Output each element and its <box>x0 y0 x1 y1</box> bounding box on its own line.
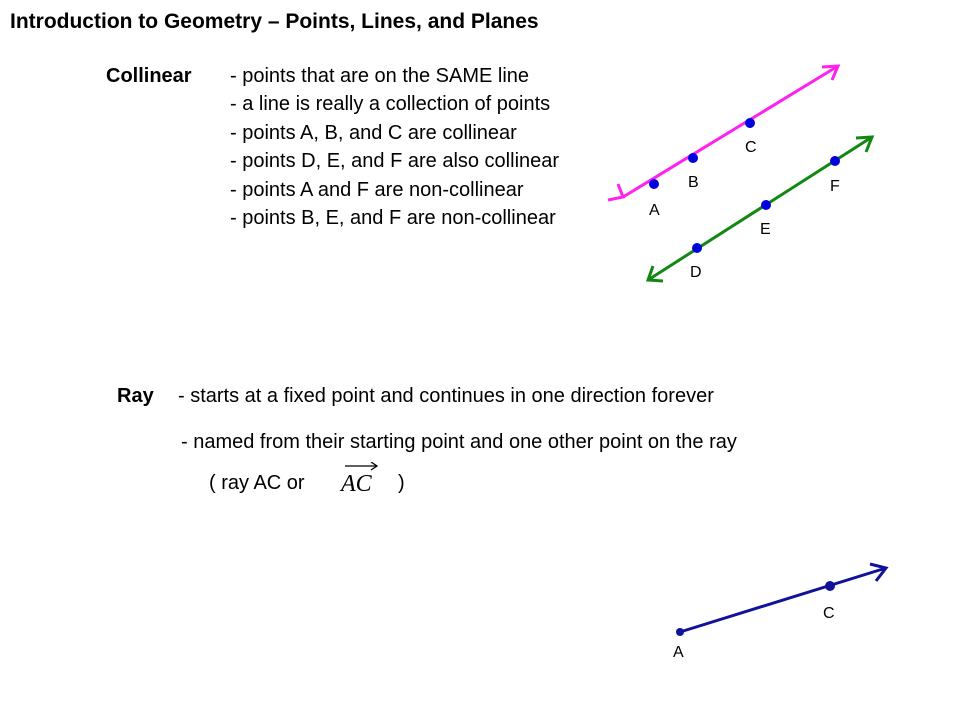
collinear-term: Collinear <box>106 65 192 87</box>
point-f <box>830 156 840 166</box>
ray-definition-2: - named from their starting point and one other point on the ray <box>181 431 737 453</box>
point-a <box>649 179 659 189</box>
ray-notation-label: AC <box>341 471 372 497</box>
label-a: A <box>649 202 660 219</box>
point-e <box>761 200 771 210</box>
ray-example-open: ( ray AC or <box>209 472 305 494</box>
label-e: E <box>760 221 771 238</box>
ray-label-a: A <box>673 644 684 661</box>
ray-example-close: ) <box>398 472 405 494</box>
ray-point-c <box>825 581 835 591</box>
ray-ac <box>680 564 886 632</box>
page-title: Introduction to Geometry – Points, Lines, and Planes <box>10 10 539 33</box>
label-b: B <box>688 174 699 191</box>
ray-definition-1: - starts at a fixed point and continues in one direction forever <box>178 385 714 407</box>
collinear-line-3: - points A, B, and C are collinear <box>230 122 517 144</box>
line-abc-arrowhead-start <box>608 184 623 200</box>
point-b <box>688 153 698 163</box>
point-c <box>745 118 755 128</box>
collinear-line-5: - points A and F are non-collinear <box>230 179 524 201</box>
label-d: D <box>690 264 702 281</box>
ray-term: Ray <box>117 385 154 407</box>
collinear-line-4: - points D, E, and F are also collinear <box>230 150 560 172</box>
label-c: C <box>745 139 757 156</box>
point-d <box>692 243 702 253</box>
ray-label-c: C <box>823 605 835 622</box>
ray-point-a <box>676 628 684 636</box>
collinear-line-1: - points that are on the SAME line <box>230 65 530 87</box>
collinear-line-2: - a line is really a collection of points <box>230 93 551 115</box>
label-f: F <box>830 178 840 195</box>
collinear-line-6: - points B, E, and F are non-collinear <box>230 207 556 229</box>
